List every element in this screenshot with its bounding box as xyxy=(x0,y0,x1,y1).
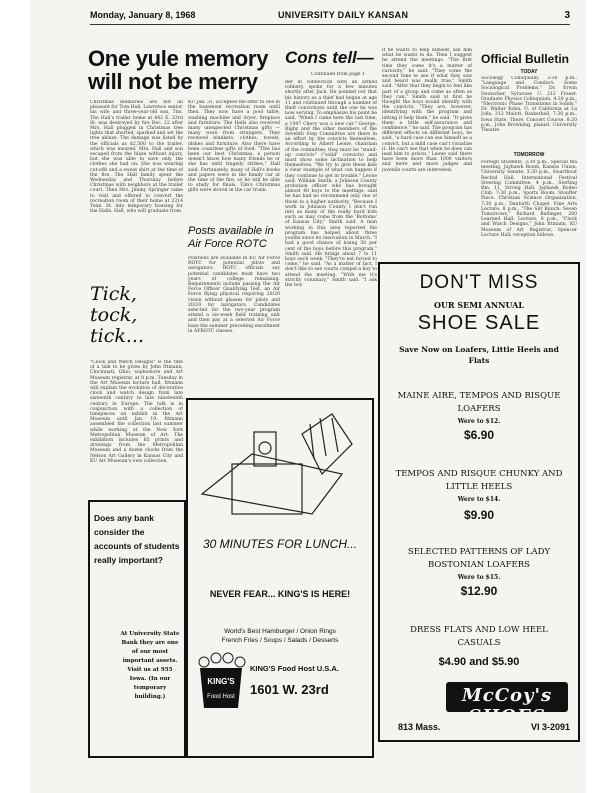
bank-ad-answer: At University State Bank they are one of our most important assets. Visit us at 955 Iowa. (In our temporary building.) xyxy=(120,631,180,700)
mccoys-save-now: Save Now on Loafers, Little Heels and Flats xyxy=(399,345,559,365)
svg-text:KING'S: KING'S xyxy=(207,677,235,686)
kings-30-minutes: 30 MINUTES FOR LUNCH... xyxy=(202,537,358,551)
building-shape xyxy=(232,464,302,514)
clocks-headline: Tick, tock, tick... xyxy=(90,283,144,347)
cons-headline: Cons tell— xyxy=(285,48,374,67)
clocks-body: "Clock and Watch Designs" is the title of a talk to be given by John Ittmann, Cincinnati, Ohio, sophomore and Art Museum registrar, at 8 p.m. Tuesday in the Art Museum lecture hall. Ittmann will explain the evolution of decorative clock and watch design from late sixteenth century to late nineteenth century in Europe. The talk is in conjunction with a collection of timepieces on exhibit in the Art Museum until Jan. 19. Ittmann assembled the collection last summer while working at the New York Metropolitan Museum of Art. The exhibition includes 65 prints and drawings from the Metropolitan Museum and a dozen clocks from the Nelson Art Gallery in Kansas City and KU Art Museum's own collection. xyxy=(90,360,183,464)
mccoys-item3-price: $12.90 xyxy=(460,584,498,598)
mccoys-item4-name: DRESS FLATS AND LOW HEEL CASUALS xyxy=(410,625,548,648)
mccoys-logo-text: McCoy's SHOES xyxy=(461,685,553,727)
mccoys-shoe-sale: SHOE SALE xyxy=(417,312,541,334)
yule-body-col1: Christmas memories are not all pleasant for Tom Hall, Lawrence senior, his wife and three-year-old son, Tim. The Hall's trailer home at 842 E. 23rd St. was destroyed by fire Dec. 22 after Mrs. Hall plugged in Christmas tree lights that shorted, sparked and set the tree ablaze. The damage was listed by the officials as $2,500 to the trailer, which was insured. Mrs. Hall and son escaped from the blaze without injury, but she was able to save only the clothes she had on. She was wearing cut-offs and a sweat shirt at the time of the fire. The Hall family spent the Wednesday and Thursday before Christmas with neighbors at the trailer court. Then Mrs. Jimmy Springer came to visit and offered to convert the recreation room of their home at 2314 Tenn. St. into temporary housing for the Halls. Hall, who will graduate from xyxy=(90,100,183,215)
mccoys-ad xyxy=(378,262,580,742)
yule-headline: One yule memory will not be merry xyxy=(88,46,269,94)
arm-shape xyxy=(202,454,342,514)
rotc-body: Positions are available in KU Air Force ROTC for potential pilots and navigators. ROTC officials say potential candidates must have two years of college remaining. Requirements include passing the Air Force Officer Qualifying Test, an Air Force flying physical requiring 20/20 vision without glasses for pilots and 20/20 for navigators. Candidates selected for the two-year program attend a six-week field training unit and then pay at a selected Air Force base the summer preceding enrollment in AFROTC classes. xyxy=(188,256,280,334)
header-paper-name: UNIVERSITY DAILY KANSAN xyxy=(278,10,409,20)
hand-shape xyxy=(302,414,352,474)
clock-tower xyxy=(254,432,276,466)
yule-body-col2: KU Jan. 31, accepted the offer to live in the basement recreation room until then. They now have a pool table, washing machine and dryer, fireplace and furniture. The Halls also received many unexpected Christmas gifts — many were from strangers. They received blankets, clothes, towels, dishes and furniture. Also there have been countless gifts of food. "This has been our best Christmas, a person doesn't know how many friends he or she has until tragedy strikes," Hall said. Fortunately, many of Hall's books and papers were in the family car at the time of the fire, so he will be able to study for finals. Tim's Christmas gifts were stored in the car trunk. xyxy=(188,100,280,194)
mccoys-item3-name: SELECTED PATTERNS OF LADY BOSTONIAN LOAFERS xyxy=(407,547,551,570)
header-date: Monday, January 8, 1968 xyxy=(90,10,196,20)
cons-body-col2: if he wants to help himself, ask him what he wants to do. Then I suggest he attend the meetings. "The first time they come it's a matter of curiosity," he said. "They come the second time to see if what they saw and heard was really true," Smith said. "After that they begin to feel like part of a group and come as often as they can." Smith said at first he thought the boys would identify with the convicts. "They are, however, identifying with the program and letting it help them," he said. "It gives them a little self-assurance and confidence," he said. The program has different effects on different boys, he said, "a hard case can see himself as a convict, but a mild case can't visualize it. He can't see that when he does can lead him to prison." Leone said there have been more than 1000 visitors and more and more judges and juvenile courts are interested. xyxy=(382,48,472,173)
mccoys-phone: VI 3-2091 xyxy=(530,722,570,732)
kings-crown-logo xyxy=(196,652,246,710)
mccoys-item1-price: $6.90 xyxy=(463,428,495,442)
kings-illustration xyxy=(192,404,368,526)
mccoys-item2-name: TEMPOS AND RISQUE CHUNKY AND LITTLE HEELS xyxy=(395,469,563,492)
mccoys-dont-miss: DON'T MISS xyxy=(419,272,539,293)
mccoys-item2-price: $9.90 xyxy=(463,508,495,522)
bulletin-today-label: TODAY xyxy=(520,69,538,75)
kings-menu-line1: World's Best Hamburger / Onion Rings xyxy=(224,628,336,635)
kings-ad xyxy=(186,398,374,758)
bank-ad xyxy=(88,500,186,758)
mccoys-item1-name: MAINE AIRE, TEMPOS AND RISQUE LOAFERS xyxy=(397,391,561,414)
rotc-headline: Posts available in Air Force ROTC xyxy=(188,225,274,250)
bulletin-today-text: Sociology Colloquium, 3:30 p.m., "Language and Conduct: Some Sociological Problems," Dr. Erwin Deutscher, Syracuse U. 212 Fraser. Graduate Physics Colloquium, 4:30 p.m., "Electronic Phase Transitions in Solids," Dr. Walter Kohn, U. of California at La Jolla, 312 Malott. Basketball, 7:30 p.m., Iowa State, There. Concert Course, 8:20 p.m., John Browning, pianist, University Theatre. xyxy=(481,76,577,134)
cons-continued: Continued from page 1 xyxy=(311,72,365,77)
header-page-number: 3 xyxy=(564,10,570,21)
mccoys-item1-was: Were to $12. xyxy=(457,418,501,425)
bulletin-tomorrow-text: Foreign Students, 3:30 p.m., Special tea meeting, Jayhawk Room, Kansas Union. University Senate, 3:30 p.m., Swarthout Recital Hall. International Festival Steering Committee, 4 p.m., Sterling Rm. 11, Strong Hall. Jayhawk Rodeo Club, 7:30 p.m., Sports Room, Stouffer Place. Christian Science Organization, 7:30 p.m., Danforth Chapel. Fine Arts Lecture, 8 p.m., "The Silt Bunch: Seven Tomorrows," Richard Ballinger, 200 Learned Hall. Lecture, 8 p.m., "Clock and Watch Designs," John Ittmann, KU Museum of Art Registrar, Spencer Lecture Hall, reception follows. xyxy=(481,160,577,238)
mccoys-item4-price: $4.90 and $5.90 xyxy=(438,656,520,668)
kings-name: KING'S Food Host U.S.A. xyxy=(250,664,339,673)
kings-address: 1601 W. 23rd xyxy=(250,682,329,697)
scan-margin-right xyxy=(586,0,600,793)
bulletin-title: Official Bulletin xyxy=(481,52,570,66)
mccoys-item3-was: Were to $15. xyxy=(457,574,501,581)
clock-face-icon xyxy=(259,442,271,454)
kings-menu-line2: French Fries / Soups / Salads / Desserts xyxy=(221,637,339,644)
kings-never-fear: NEVER FEAR... KING'S IS HERE! xyxy=(209,589,351,599)
bank-ad-question: Does any bank consider the accounts of students really important? xyxy=(94,513,180,565)
bulletin-tomorrow-label: TOMORROW xyxy=(513,152,545,158)
mccoys-semi-annual: OUR SEMI ANNUAL xyxy=(433,300,525,310)
mccoys-address: 813 Mass. xyxy=(398,722,441,732)
svg-text:Food Host: Food Host xyxy=(207,694,235,700)
scan-margin-left xyxy=(0,0,30,793)
mccoys-logo xyxy=(446,682,568,727)
cons-body-col1: der in connection with an armed robbery, spoke for a few minutes shortly after Jack. He pointed out that his history as a thief had begun at age 11 and continued through a number of theft convictions until the one he was now serving. To emphasize his point he said, "When I came here the last time, a 1947 Chevy was a new car." George, Rigby and the other members of the Seventh Step Committee are there in an effort by the convicts themselves. According to Albert Leone, chairman of the committee, they must be "stand-up convicts" ("solid" convicts) and must show some inclination to help themselves. "We try to give these kids a clear example of what can happen if they continue to get in trouble," Leone said. William Smith, a Johnson County probation officer who has brought almost 40 boys to the meetings, said he has had no recommend only one of those to a higher authority. "Because I work in Johnson County I don't run into as many of the really hard kids such as may come from the 'Bottoms' of Kansas City," Smith said. A man working in this area reported the program has helped about three youths since its innovation in March. "I had a good chance of losing 50 per cent of the boys before this program," Smith said. He brings about 7 to 11 boys each week. "They're not forced to come," he said. "As a matter of fact, I don't like to see courts compel a boy to attend the meeting. "With me it's strictly voluntary," Smith said. "I ask the boy xyxy=(285,80,377,288)
page-header xyxy=(90,10,570,25)
mccoys-item2-was: Were to $14. xyxy=(457,496,501,503)
